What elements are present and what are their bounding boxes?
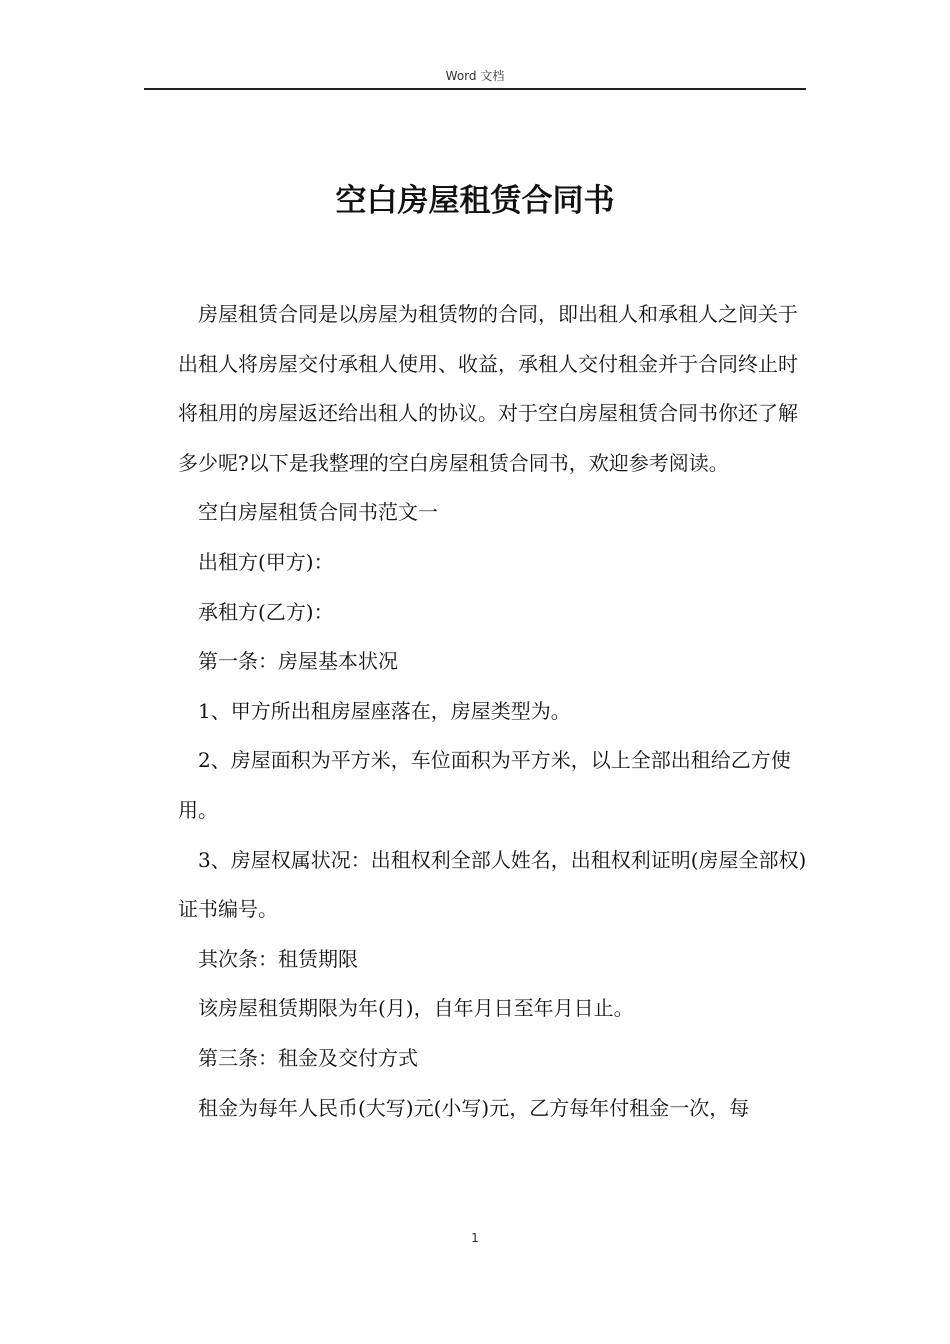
paragraph-item-1: 1、甲方所出租房屋座落在，房屋类型为。	[198, 698, 571, 723]
document-title: 空白房屋租赁合同书	[335, 182, 615, 219]
page-header	[144, 66, 806, 90]
paragraph-article-2: 其次条：租赁期限	[198, 946, 358, 971]
document-body	[178, 290, 808, 1133]
paragraph-item-2: 2、房屋面积为平方米，车位面积为平方米，以上全部出租给乙方使用。	[178, 748, 791, 822]
paragraph-lessee: 承租方(乙方)：	[198, 599, 334, 624]
paragraph-intro: 房屋租赁合同是以房屋为租赁物的合同，即出租人和承租人之间关于出租人将房屋交付承租人使用、收益，承租人交付租金并于合同终止时将租用的房屋返还给出租人的协议。对于空白房屋租赁合同书你还了解多少呢?以下是我整理的空白房屋租赁合同书，欢迎参考阅读。	[178, 302, 798, 475]
paragraph-article-3: 第三条：租金及交付方式	[198, 1045, 418, 1070]
paragraph-rent: 租金为每年人民币(大写)元(小写)元，乙方每年付租金一次，每	[198, 1095, 750, 1120]
paragraph-article-1: 第一条：房屋基本状况	[198, 649, 398, 674]
header-label: Word 文档	[445, 69, 505, 83]
paragraph-lessor: 出租方(甲方)：	[198, 549, 334, 574]
paragraph-lease-term: 该房屋租赁期限为年(月)，自年月日至年月日止。	[198, 996, 634, 1021]
paragraph-item-3: 3、房屋权属状况：出租权利全部人姓名，出租权利证明(房屋全部权)证书编号。	[178, 847, 807, 922]
paragraph-sample-heading: 空白房屋租赁合同书范文一	[198, 500, 438, 525]
page-number: 1	[471, 1231, 479, 1245]
